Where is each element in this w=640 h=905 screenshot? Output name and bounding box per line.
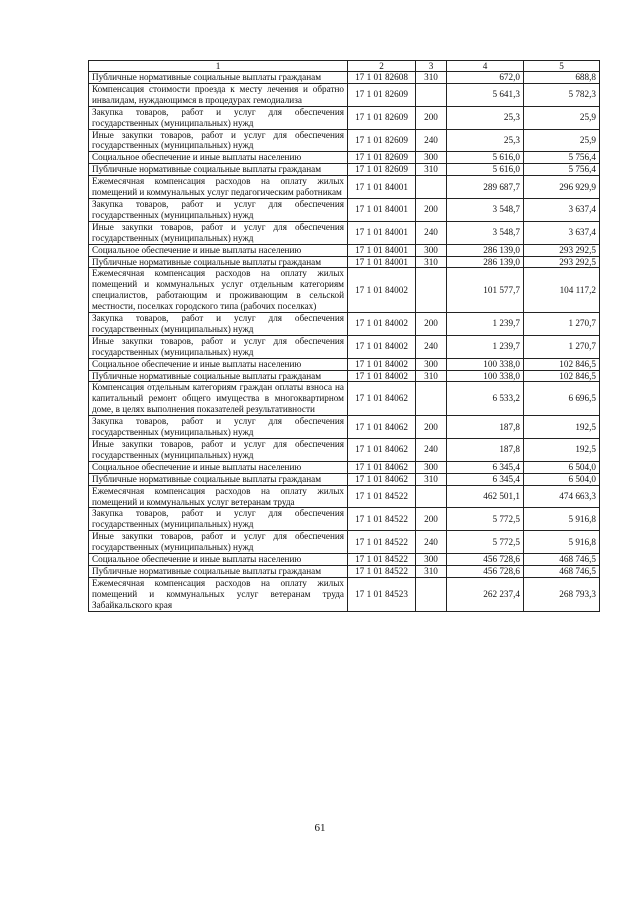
row-amount-year2-cell: 102 846,5: [524, 358, 600, 370]
row-name-cell: Публичные нормативные социальные выплаты гражданам: [89, 473, 348, 485]
table-row: [89, 382, 600, 416]
row-code-cell: 17 1 01 84001: [348, 198, 416, 221]
row-amount-year2-cell: 5 756,4: [524, 164, 600, 176]
row-type-cell: 240: [416, 129, 447, 152]
row-amount-year1-cell: 5 616,0: [447, 164, 524, 176]
row-amount-year2-cell: 296 929,9: [524, 176, 600, 199]
row-amount-year2-cell: 293 292,5: [524, 256, 600, 268]
row-amount-year2-cell: 5 916,8: [524, 508, 600, 531]
row-type-cell: 300: [416, 554, 447, 566]
row-amount-year1-cell: 456 728,6: [447, 554, 524, 566]
table-row: [89, 152, 600, 164]
header-col-5: 5: [524, 61, 600, 72]
row-code-cell: 17 1 01 84002: [348, 268, 416, 313]
table-row: [89, 164, 600, 176]
row-name-cell: Закупка товаров, работ и услуг для обеспечения государственных (муниципальных) нужд: [89, 508, 348, 531]
row-amount-year2-cell: 6 504,0: [524, 473, 600, 485]
row-amount-year1-cell: 25,3: [447, 106, 524, 129]
row-amount-year2-cell: 192,5: [524, 439, 600, 462]
row-type-cell: 200: [416, 313, 447, 336]
row-type-cell: [416, 268, 447, 313]
row-amount-year1-cell: 25,3: [447, 129, 524, 152]
row-code-cell: 17 1 01 84062: [348, 416, 416, 439]
row-type-cell: 300: [416, 461, 447, 473]
table-row: [89, 531, 600, 554]
table-row: [89, 106, 600, 129]
row-code-cell: 17 1 01 84062: [348, 473, 416, 485]
row-amount-year2-cell: 3 637,4: [524, 198, 600, 221]
row-code-cell: 17 1 01 84062: [348, 439, 416, 462]
table-row: [89, 129, 600, 152]
row-amount-year1-cell: 289 687,7: [447, 176, 524, 199]
row-code-cell: 17 1 01 84001: [348, 244, 416, 256]
row-name-cell: Публичные нормативные социальные выплаты гражданам: [89, 164, 348, 176]
row-amount-year2-cell: 5 916,8: [524, 531, 600, 554]
row-code-cell: 17 1 01 82609: [348, 152, 416, 164]
row-amount-year1-cell: 6 345,4: [447, 461, 524, 473]
row-amount-year1-cell: 3 548,7: [447, 198, 524, 221]
row-name-cell: Закупка товаров, работ и услуг для обеспечения государственных (муниципальных) нужд: [89, 106, 348, 129]
row-name-cell: Социальное обеспечение и иные выплаты населению: [89, 358, 348, 370]
row-type-cell: 240: [416, 531, 447, 554]
row-type-cell: 300: [416, 358, 447, 370]
row-amount-year2-cell: 688,8: [524, 72, 600, 84]
row-amount-year2-cell: 25,9: [524, 106, 600, 129]
row-type-cell: 240: [416, 439, 447, 462]
row-name-cell: Публичные нормативные социальные выплаты гражданам: [89, 72, 348, 84]
header-row: [89, 61, 600, 72]
table-row: [89, 335, 600, 358]
row-type-cell: 310: [416, 72, 447, 84]
row-name-cell: Закупка товаров, работ и услуг для обеспечения государственных (муниципальных) нужд: [89, 198, 348, 221]
table-row: [89, 565, 600, 577]
table-row: [89, 577, 600, 611]
row-amount-year2-cell: 1 270,7: [524, 335, 600, 358]
row-amount-year1-cell: 6 345,4: [447, 473, 524, 485]
row-code-cell: 17 1 01 84062: [348, 382, 416, 416]
row-amount-year2-cell: 102 846,5: [524, 370, 600, 382]
row-name-cell: Ежемесячная компенсация расходов на оплату жилых помещений и коммунальных услуг педагогическим работникам: [89, 176, 348, 199]
header-col-1: 1: [89, 61, 348, 72]
table-row: [89, 72, 600, 84]
row-amount-year2-cell: 293 292,5: [524, 244, 600, 256]
row-amount-year1-cell: 262 237,4: [447, 577, 524, 611]
row-amount-year1-cell: 1 239,7: [447, 313, 524, 336]
row-amount-year1-cell: 5 616,0: [447, 152, 524, 164]
table-row: [89, 508, 600, 531]
table-row: [89, 198, 600, 221]
table-row: [89, 370, 600, 382]
row-code-cell: 17 1 01 84002: [348, 358, 416, 370]
row-amount-year1-cell: 5 772,5: [447, 508, 524, 531]
row-code-cell: 17 1 01 84002: [348, 370, 416, 382]
row-code-cell: 17 1 01 84001: [348, 176, 416, 199]
row-type-cell: 300: [416, 152, 447, 164]
table-row: [89, 485, 600, 508]
row-type-cell: 310: [416, 565, 447, 577]
row-amount-year2-cell: 6 504,0: [524, 461, 600, 473]
table-row: [89, 83, 600, 106]
row-type-cell: 240: [416, 335, 447, 358]
row-code-cell: 17 1 01 82609: [348, 129, 416, 152]
row-name-cell: Закупка товаров, работ и услуг для обеспечения государственных (муниципальных) нужд: [89, 313, 348, 336]
row-amount-year2-cell: 25,9: [524, 129, 600, 152]
row-name-cell: Компенсация отдельным категориям граждан оплаты взноса на капитальный ремонт общего имущества в многоквартирном доме, в целях выполнения показателей результативности: [89, 382, 348, 416]
row-amount-year1-cell: 3 548,7: [447, 221, 524, 244]
row-code-cell: 17 1 01 84002: [348, 313, 416, 336]
row-type-cell: [416, 176, 447, 199]
row-amount-year1-cell: 187,8: [447, 416, 524, 439]
row-name-cell: Иные закупки товаров, работ и услуг для обеспечения государственных (муниципальных) нужд: [89, 129, 348, 152]
row-code-cell: 17 1 01 84523: [348, 577, 416, 611]
row-name-cell: Публичные нормативные социальные выплаты гражданам: [89, 256, 348, 268]
row-name-cell: Иные закупки товаров, работ и услуг для обеспечения государственных (муниципальных) нужд: [89, 335, 348, 358]
row-amount-year2-cell: 6 696,5: [524, 382, 600, 416]
row-type-cell: 310: [416, 256, 447, 268]
row-code-cell: 17 1 01 84522: [348, 565, 416, 577]
table-row: [89, 416, 600, 439]
header-col-3: 3: [416, 61, 447, 72]
budget-table: [88, 60, 600, 612]
row-name-cell: Иные закупки товаров, работ и услуг для обеспечения государственных (муниципальных) нужд: [89, 531, 348, 554]
row-name-cell: Социальное обеспечение и иные выплаты населению: [89, 554, 348, 566]
row-type-cell: 200: [416, 508, 447, 531]
row-amount-year1-cell: 1 239,7: [447, 335, 524, 358]
row-name-cell: Ежемесячная компенсация расходов на оплату жилых помещений и коммунальных услуг ветеранам труда Забайкальского края: [89, 577, 348, 611]
row-name-cell: Ежемесячная компенсация расходов на оплату жилых помещений и коммунальных услуг отдельным категориям специалистов, работающим и проживающим в сельской местности, поселках городского типа (рабочих поселках): [89, 268, 348, 313]
table-row: [89, 439, 600, 462]
row-type-cell: [416, 577, 447, 611]
row-amount-year1-cell: 101 577,7: [447, 268, 524, 313]
table-row: [89, 256, 600, 268]
row-amount-year2-cell: 268 793,3: [524, 577, 600, 611]
table-row: [89, 554, 600, 566]
page-number: 61: [314, 822, 326, 834]
row-amount-year1-cell: 286 139,0: [447, 256, 524, 268]
row-code-cell: 17 1 01 84001: [348, 256, 416, 268]
table-row: [89, 358, 600, 370]
row-code-cell: 17 1 01 84002: [348, 335, 416, 358]
row-name-cell: Закупка товаров, работ и услуг для обеспечения государственных (муниципальных) нужд: [89, 416, 348, 439]
row-amount-year1-cell: 100 338,0: [447, 370, 524, 382]
row-code-cell: 17 1 01 84522: [348, 554, 416, 566]
row-amount-year1-cell: 672,0: [447, 72, 524, 84]
row-amount-year1-cell: 5 641,3: [447, 83, 524, 106]
row-amount-year2-cell: 192,5: [524, 416, 600, 439]
row-amount-year1-cell: 6 533,2: [447, 382, 524, 416]
row-name-cell: Иные закупки товаров, работ и услуг для обеспечения государственных (муниципальных) нужд: [89, 221, 348, 244]
row-type-cell: 200: [416, 416, 447, 439]
row-amount-year1-cell: 100 338,0: [447, 358, 524, 370]
row-name-cell: Иные закупки товаров, работ и услуг для обеспечения государственных (муниципальных) нужд: [89, 439, 348, 462]
row-amount-year2-cell: 1 270,7: [524, 313, 600, 336]
row-amount-year2-cell: 474 663,3: [524, 485, 600, 508]
row-amount-year2-cell: 104 117,2: [524, 268, 600, 313]
row-amount-year2-cell: 468 746,5: [524, 554, 600, 566]
row-name-cell: Ежемесячная компенсация расходов на оплату жилых помещений и коммунальных услуг ветеранам труда: [89, 485, 348, 508]
row-amount-year2-cell: 468 746,5: [524, 565, 600, 577]
row-amount-year2-cell: 5 756,4: [524, 152, 600, 164]
row-amount-year1-cell: 286 139,0: [447, 244, 524, 256]
row-type-cell: [416, 83, 447, 106]
table-row: [89, 313, 600, 336]
row-name-cell: Публичные нормативные социальные выплаты гражданам: [89, 565, 348, 577]
row-type-cell: [416, 485, 447, 508]
row-amount-year1-cell: 462 501,1: [447, 485, 524, 508]
row-code-cell: 17 1 01 84522: [348, 531, 416, 554]
row-amount-year1-cell: 5 772,5: [447, 531, 524, 554]
row-type-cell: 300: [416, 244, 447, 256]
row-code-cell: 17 1 01 84522: [348, 508, 416, 531]
row-name-cell: Социальное обеспечение и иные выплаты населению: [89, 152, 348, 164]
header-col-2: 2: [348, 61, 416, 72]
row-name-cell: Компенсация стоимости проезда к месту лечения и обратно инвалидам, нуждающимся в процедурах гемодиализа: [89, 83, 348, 106]
row-name-cell: Публичные нормативные социальные выплаты гражданам: [89, 370, 348, 382]
table-row: [89, 221, 600, 244]
table-row: [89, 244, 600, 256]
table-row: [89, 473, 600, 485]
row-type-cell: 310: [416, 473, 447, 485]
header-col-4: 4: [447, 61, 524, 72]
table-row: [89, 176, 600, 199]
row-code-cell: 17 1 01 82609: [348, 164, 416, 176]
row-code-cell: 17 1 01 82608: [348, 72, 416, 84]
row-code-cell: 17 1 01 84001: [348, 221, 416, 244]
table-row: [89, 268, 600, 313]
row-name-cell: Социальное обеспечение и иные выплаты населению: [89, 244, 348, 256]
row-amount-year2-cell: 3 637,4: [524, 221, 600, 244]
row-amount-year1-cell: 187,8: [447, 439, 524, 462]
row-type-cell: 310: [416, 164, 447, 176]
row-amount-year2-cell: 5 782,3: [524, 83, 600, 106]
row-type-cell: 200: [416, 198, 447, 221]
table-row: [89, 461, 600, 473]
row-code-cell: 17 1 01 84062: [348, 461, 416, 473]
row-amount-year1-cell: 456 728,6: [447, 565, 524, 577]
row-type-cell: 240: [416, 221, 447, 244]
row-code-cell: 17 1 01 82609: [348, 83, 416, 106]
row-name-cell: Социальное обеспечение и иные выплаты населению: [89, 461, 348, 473]
row-type-cell: 310: [416, 370, 447, 382]
row-code-cell: 17 1 01 82609: [348, 106, 416, 129]
row-code-cell: 17 1 01 84522: [348, 485, 416, 508]
row-type-cell: [416, 382, 447, 416]
row-type-cell: 200: [416, 106, 447, 129]
